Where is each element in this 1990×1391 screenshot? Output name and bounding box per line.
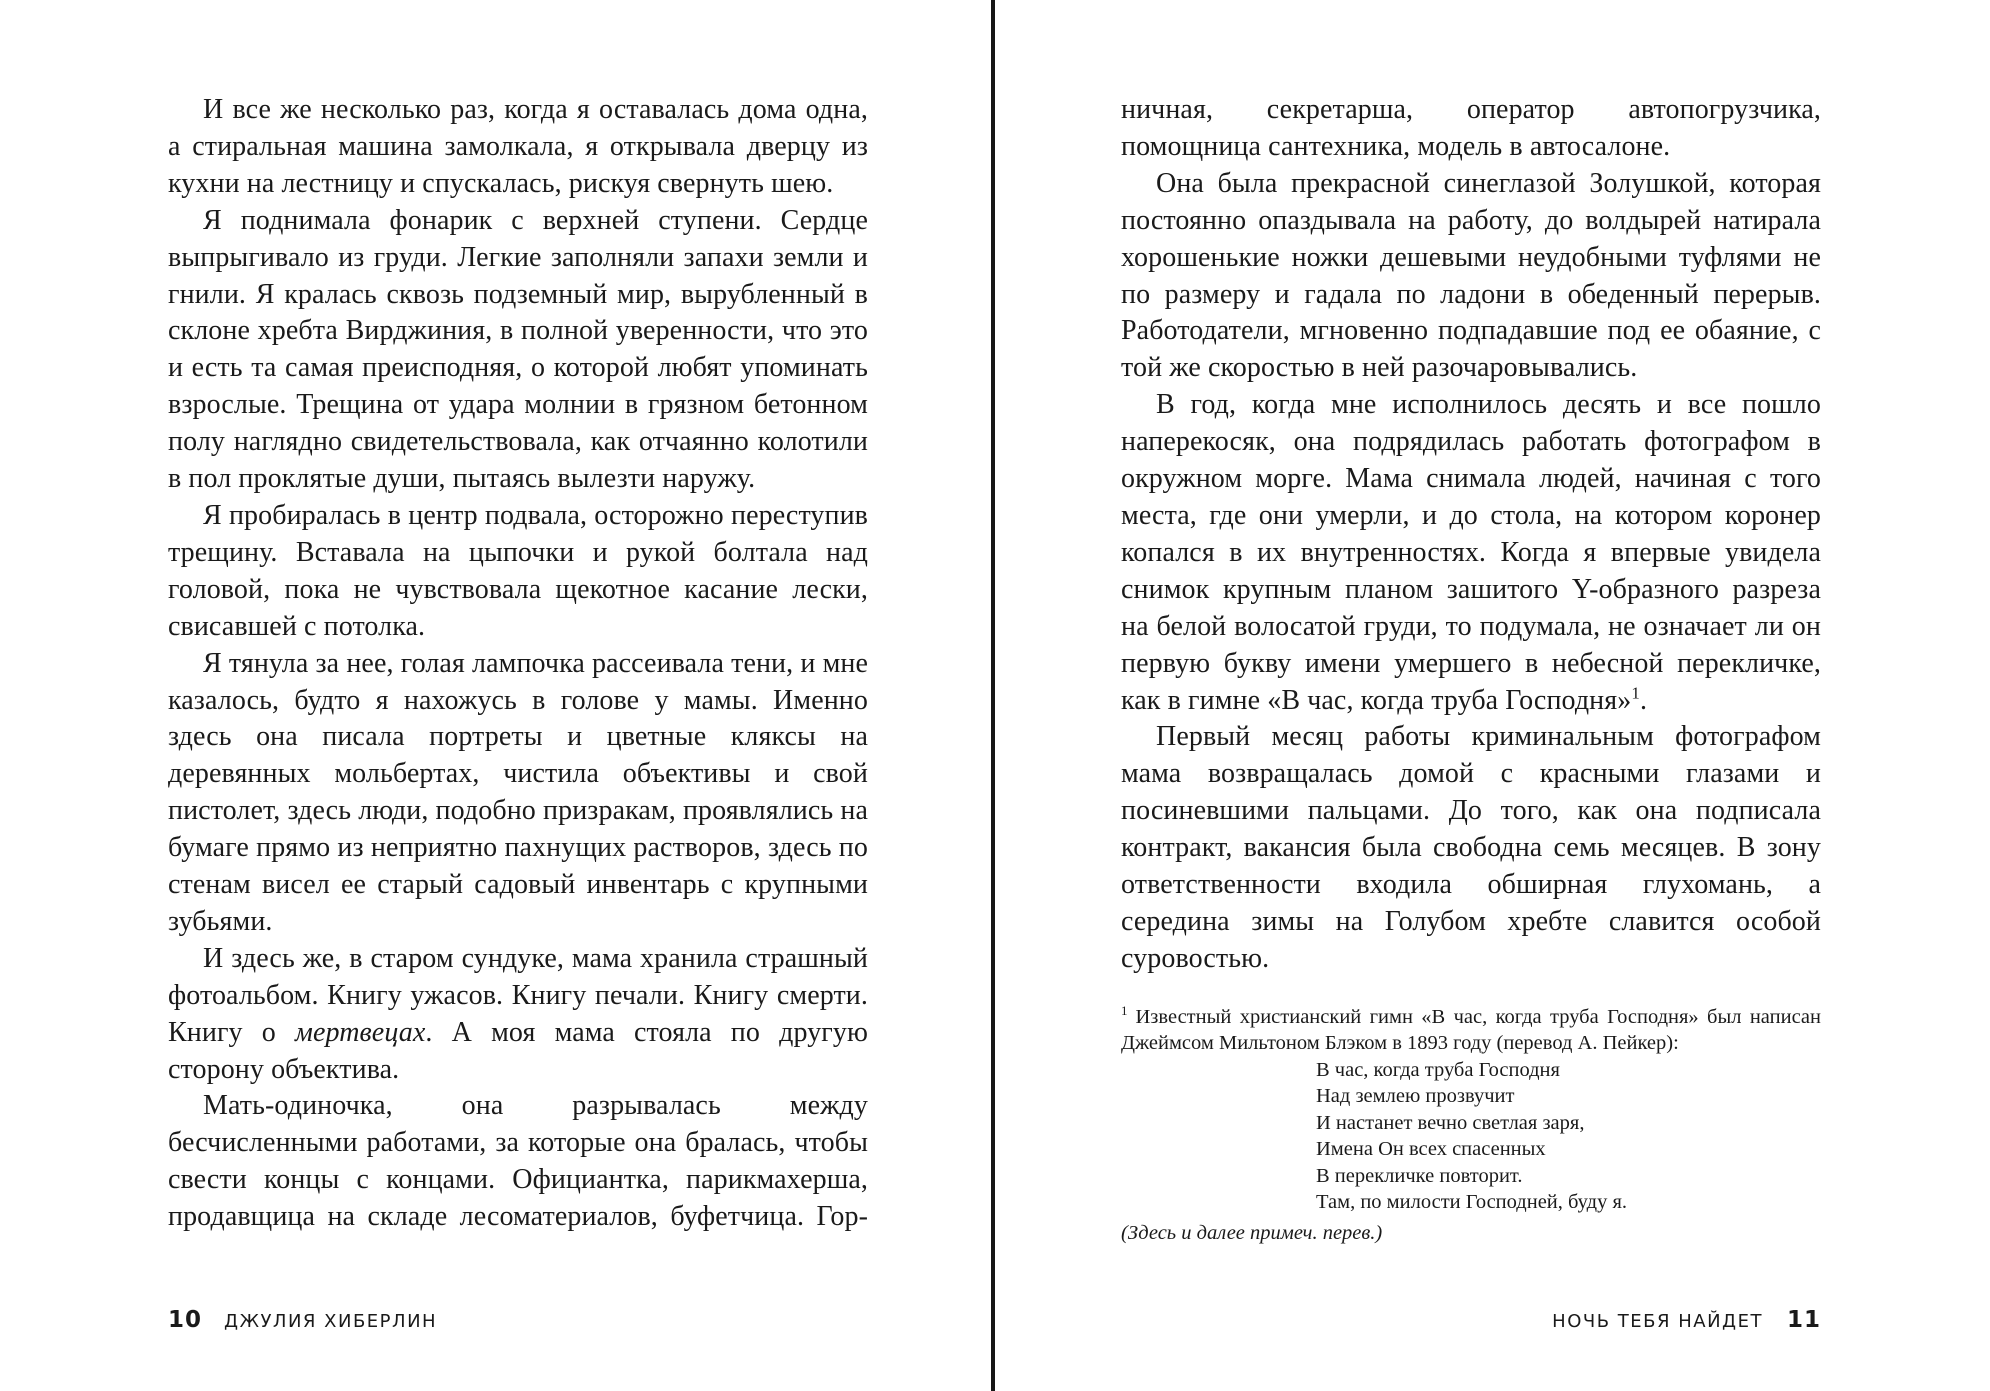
paragraph: Мать-одиночка, она разрывалась между бесчисленными работами, за которые она бралась, чтобы свести концы с концами. Официантка, парикмахерша, продавщица на складе лесоматериалов, буфетчица. Гор- [168,1090,868,1233]
paragraph: ничная, секретарша, оператор автопогрузчика, помощница сантехника, модель в автосалоне. [1121,94,1821,162]
paragraph-end: . [1639,684,1648,716]
right-page [1121,92,1821,1246]
paragraph-text: . А моя мама стояла по другую сторону объектива. [168,1016,868,1085]
book-spine [991,0,995,1391]
paragraph [168,941,868,1089]
running-head-author: ДЖУЛИЯ ХИБЕРЛИН [224,1311,438,1332]
hymn-poem [1316,1057,1821,1216]
running-head-title: НОЧЬ ТЕБЯ НАЙДЕТ [1552,1311,1763,1332]
poem-line: В час, когда труба Господня [1316,1058,1560,1081]
paragraph: Первый месяц работы криминальным фотографом мама возвращалась домой с красными глазами и посиневшими пальцами. До того, как она подписала контракт, вакансия была свободна семь месяцев. В зону ответственности входила обширная глухомань, а середина зимы на Голубом хребте славится особой суровостью. [1121,721,1821,974]
poem-line: И настанет вечно светлая заря, [1316,1111,1585,1134]
footnote [1121,1004,1821,1247]
poem-line: В перекличке повторит. [1316,1164,1523,1187]
page-number: 11 [1786,1307,1821,1333]
paragraph-text: В год, когда мне исполнилось десять и все пошло наперекосяк, она подрядилась работать фотографом в окружном морге. Мама снимала людей, начиная с того места, где они умерли, и до стола, на котором коронер копался в их внутренностях. Когда я впервые увидела снимок крупным планом зашитого Y-образного разреза на белой волосатой груди, то подумала, не означает ли он первую букву имени умершего в небесной перекличке, как в гимне «В час, когда труба Господня» [1121,389,1821,716]
paragraph: Я пробиралась в центр подвала, осторожно переступив трещину. Вставала на цыпочки и рукой болтала над головой, пока не чувствовала щекотное касание лески, свисавшей с потолка. [168,499,868,642]
page-number: 10 [168,1307,203,1333]
right-footer [1121,1307,1821,1333]
translator-note: (Здесь и далее примеч. перев.) [1121,1221,1383,1244]
paragraph: Она была прекрасной синеглазой Золушкой, которая постоянно опаздывала на работу, до волдырей натирала хорошенькие ножки дешевыми неудобными туфлями не по размеру и гадала по ладони в обеденный перерыв. Работодатели, мгновенно подпадавшие под ее обаяние, с той же скоростью в ней разочаровывались. [1121,167,1821,384]
footnote-reference: 1 [1631,683,1640,703]
paragraph-text: И здесь же, в старом сундуке, мама хранила страшный фотоальбом. Книгу ужасов. Книгу печали. Книгу смерти. Книгу о [168,942,868,1048]
poem-line: Там, по милости Господней, буду я. [1316,1191,1627,1214]
paragraph: И все же несколько раз, когда я оставалась дома одна, а стиральная машина замолкала, я открывала дверцу из кухни на лестницу и спускалась, рискуя свернуть шею. [168,94,868,199]
poem-line: Имена Он всех спасенных [1316,1138,1546,1161]
paragraph: Я тянула за нее, голая лампочка рассеивала тени, и мне казалось, будто я нахожусь в голове у мамы. Именно здесь она писала портреты и цветные кляксы на деревянных мольбертах, чистила объективы и свой пистолет, здесь люди, подобно призракам, проявлялись на бумаге прямо из неприятно пахнущих растворов, здесь по стенам висел ее старый садовый инвентарь с крупными зубьями. [168,647,868,937]
footnote-body: Известный христианский гимн «В час, когда труба Господня» был написан Джеймсом Мильтоном Блэком в 1893 году (перевод А. Пейкер): [1121,1005,1821,1055]
poem-line: Над землею прозвучит [1316,1085,1515,1108]
footnote-marker: 1 [1121,1002,1128,1018]
left-page [168,92,868,1236]
paragraph: Я поднимала фонарик с верхней ступени. Сердце выпрыгивало из груди. Легкие заполняли запахи земли и гнили. Я кралась сквозь подземный мир, вырубленный в склоне хребта Вирджиния, в полной уверенности, что это и есть та самая преисподняя, о которой любят упоминать взрослые. Трещина от удара молнии в грязном бетонном полу наглядно свидетельствовала, как отчаянно колотили в пол проклятые души, пытаясь вылезти наружу. [168,204,868,495]
footnote-text [1121,1004,1821,1057]
paragraph [1121,387,1821,719]
left-footer [168,1307,437,1333]
italic-word: мертвецах [295,1016,426,1048]
